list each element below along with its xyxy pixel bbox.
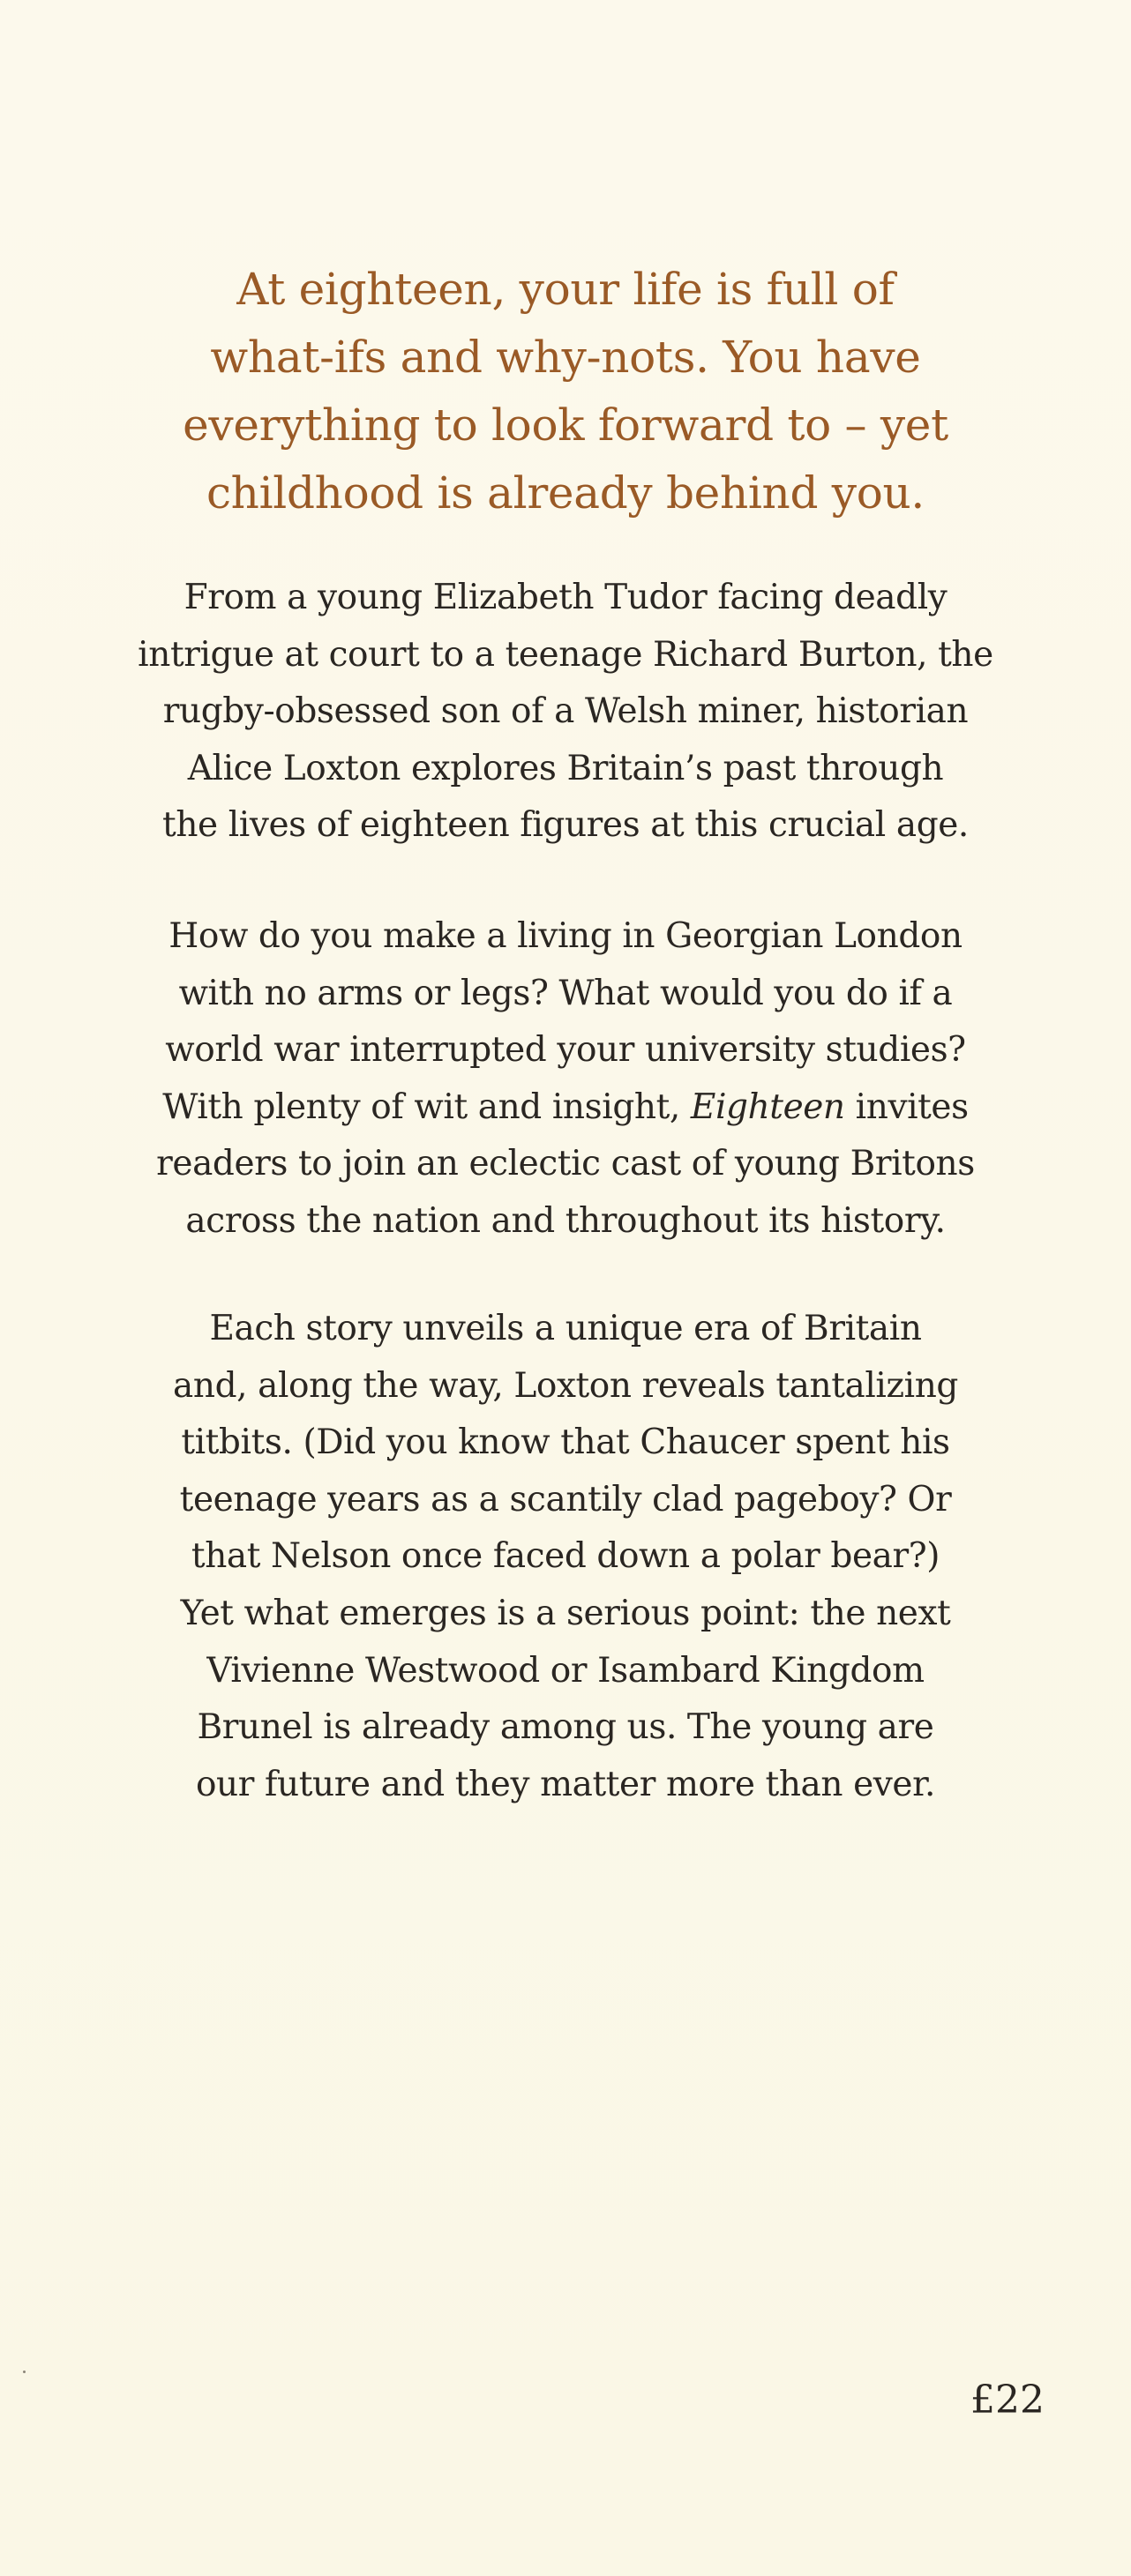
- lead-line: what-ifs and why-nots. You have: [210, 332, 921, 383]
- paragraph-line: world war interrupted your university studies?: [165, 1030, 966, 1071]
- paragraph-line: Brunel is already among us. The young are: [197, 1707, 934, 1748]
- blurb-paragraph-2: [124, 908, 1007, 1251]
- paragraph-line: teenage years as a scantily clad pageboy? Or: [179, 1479, 952, 1519]
- paragraph-line: Alice Loxton explores Britain’s past through: [187, 748, 944, 788]
- paragraph-line: and, along the way, Loxton reveals tantalizing: [173, 1365, 958, 1406]
- paragraph-line: rugby-obsessed son of a Welsh miner, historian: [162, 691, 969, 732]
- paragraph-line: Vivienne Westwood or Isambard Kingdom: [206, 1650, 925, 1691]
- paragraph-line: intrigue at court to a teenage Richard Burton, the: [138, 634, 993, 675]
- paragraph-line: with no arms or legs? What would you do if a: [178, 973, 953, 1013]
- paragraph-line: readers to join an eclectic cast of young Britons: [156, 1144, 975, 1184]
- book-title: Eighteen: [690, 1086, 845, 1127]
- paragraph-line: Yet what emerges is a serious point: the next: [180, 1593, 951, 1633]
- lead-quote: [124, 256, 1007, 527]
- paper-speck: [23, 2371, 26, 2373]
- blurb-paragraph-1: [124, 570, 1007, 855]
- price-label: £22: [970, 2378, 1045, 2423]
- lead-line: At eighteen, your life is full of: [236, 264, 895, 315]
- lead-line: childhood is already behind you.: [206, 467, 925, 519]
- paragraph-line: the lives of eighteen figures at this crucial age.: [162, 805, 969, 846]
- paragraph-line: our future and they matter more than ever.: [195, 1764, 936, 1804]
- paragraph-text: With plenty of wit and insight,: [162, 1086, 691, 1127]
- paragraph-line: [124, 1079, 1007, 1137]
- paragraph-text: invites: [844, 1086, 969, 1127]
- paragraph-line: Each story unveils a unique era of Britain: [209, 1309, 922, 1348]
- paragraph-line: From a young Elizabeth Tudor facing deadly: [184, 578, 947, 617]
- paragraph-line: that Nelson once faced down a polar bear?): [191, 1536, 940, 1577]
- paragraph-line: titbits. (Did you know that Chaucer spent his: [181, 1422, 950, 1463]
- blurb-paragraph-3: [124, 1301, 1007, 1813]
- paragraph-line: How do you make a living in Georgian London: [169, 916, 962, 956]
- lead-line: everything to look forward to – yet: [183, 399, 948, 451]
- paragraph-line: across the nation and throughout its history.: [185, 1200, 946, 1241]
